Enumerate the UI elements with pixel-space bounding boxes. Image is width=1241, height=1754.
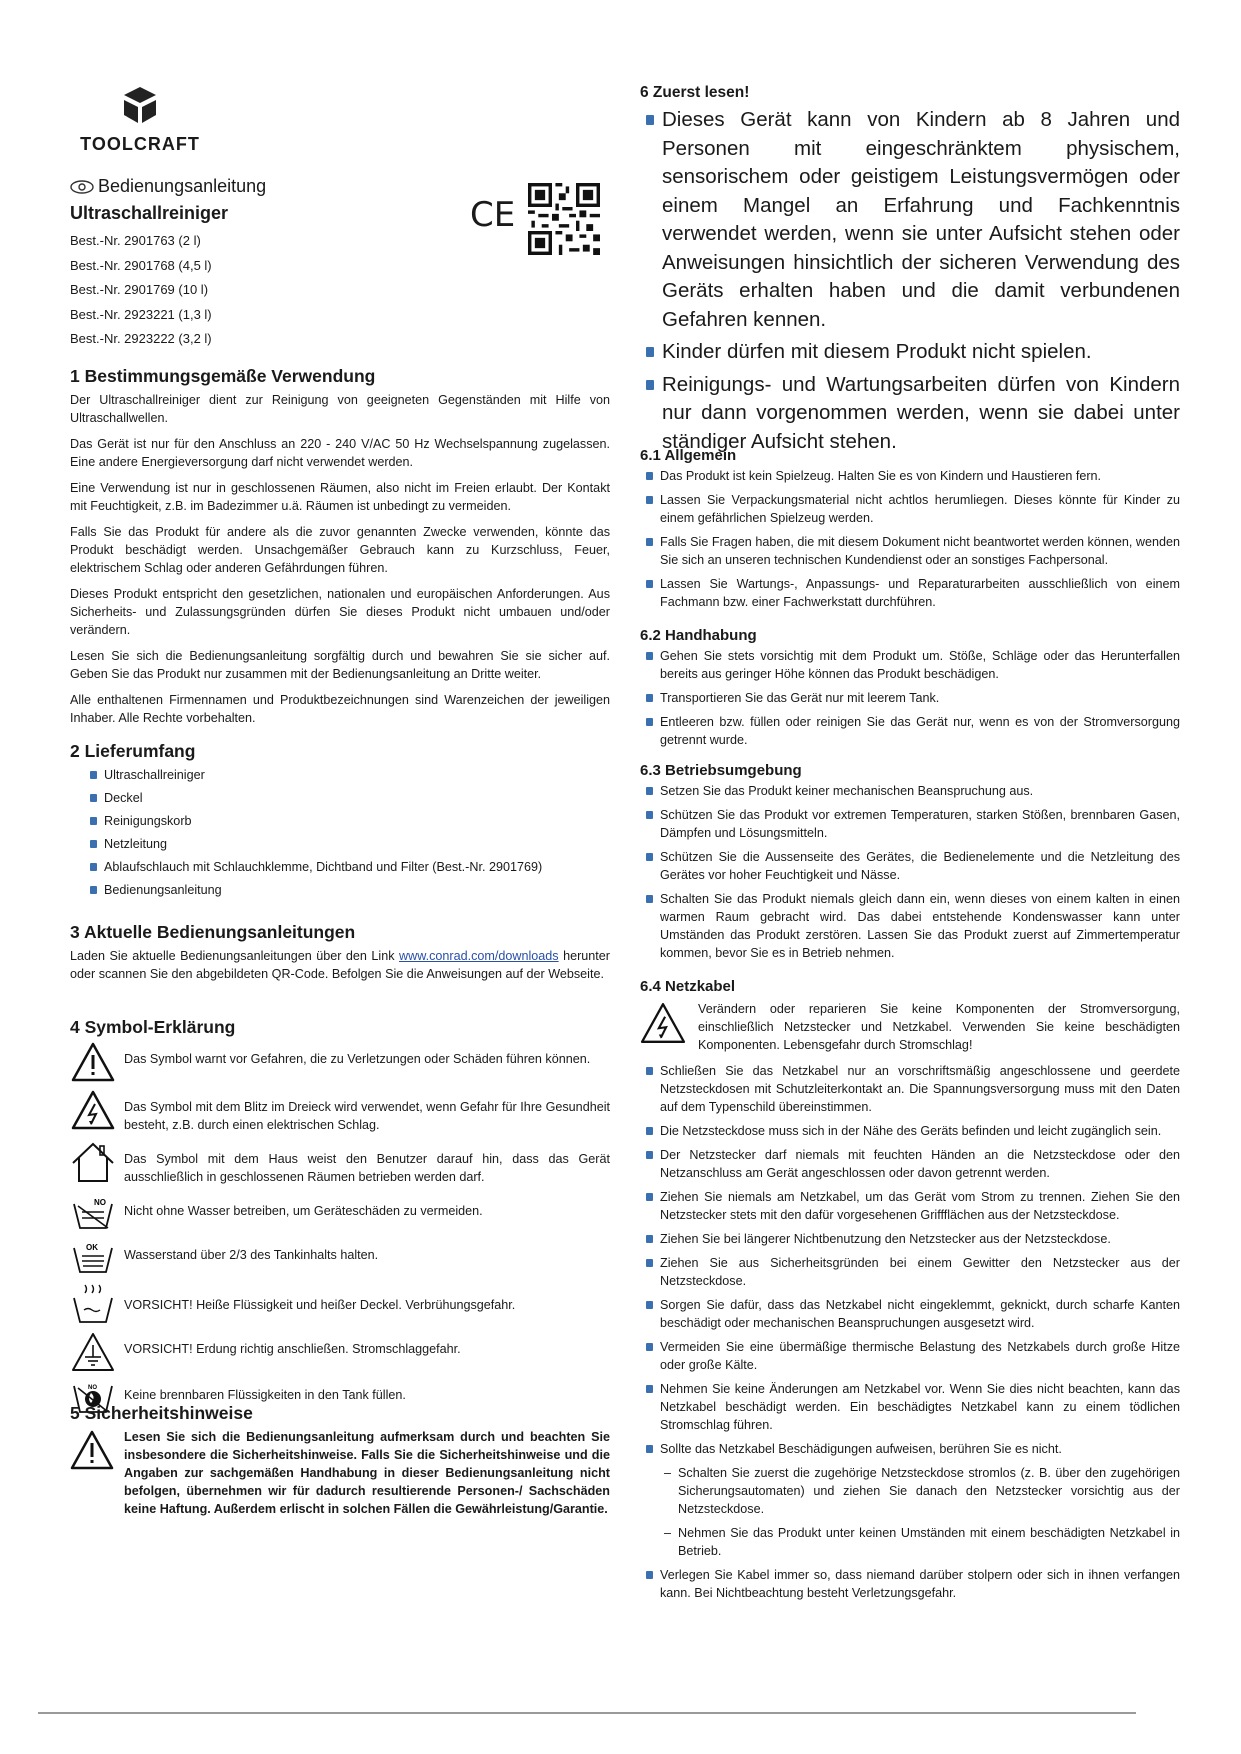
symbol-row — [70, 1194, 610, 1234]
list-item: Ziehen Sie bei längerer Nichtbenutzung den Netzstecker aus der Netzsteckdose. — [640, 1230, 1180, 1248]
symbol-description: VORSICHT! Erdung richtig anschließen. Stromschlaggefahr. — [124, 1342, 461, 1356]
paragraph: Dieses Produkt entspricht den gesetzlichen, nationalen und europäischen Anforderungen. Aus Sicherheits- und Zulassungsgründen dürfen Sie dieses Produkt nicht umbauen und/oder verändern. — [70, 587, 610, 637]
sub-item: – Nehmen Sie das Produkt unter keinen Umständen mit einem beschädigten Netzkabel in Betrieb. — [640, 1524, 1180, 1560]
order-number: Best.-Nr. 2923221 (1,3 l) — [70, 306, 212, 322]
section-5 — [70, 1403, 610, 1518]
section-title: 3 Aktuelle Bedienungsanleitungen — [70, 922, 356, 942]
list-item: Gehen Sie stets vorsichtig mit dem Produkt um. Stöße, Schläge oder das Herunterfallen bereits aus geringer Höhe können das Produkt beschädigen. — [640, 647, 1180, 683]
footer-divider — [38, 1712, 1136, 1714]
list-item: Schützen Sie das Produkt vor extremen Temperaturen, starken Stößen, brennbaren Gasen, Dämpfen und Lösungsmitteln. — [640, 806, 1180, 842]
symbol-row — [70, 1090, 610, 1134]
section-title: 5 Sicherheitshinweise — [70, 1403, 253, 1423]
list-item: Setzen Sie das Produkt keiner mechanischen Beanspruchung aus. — [640, 782, 1180, 800]
section-title: 6.2 Handhabung — [640, 627, 757, 644]
symbol-description: Das Symbol mit dem Blitz im Dreieck wird verwendet, wenn Gefahr für Ihre Gesundheit besteht, z.B. durch einen elektrischen Schlag. — [124, 1100, 610, 1132]
section-title: 4 Symbol-Erklärung — [70, 1017, 236, 1037]
section-title: 6.3 Betriebsumgebung — [640, 762, 802, 779]
section-title: 6.4 Netzkabel — [640, 978, 736, 995]
paragraph — [70, 947, 610, 983]
symbol-description: Nicht ohne Wasser betreiben, um Geräteschäden zu vermeiden. — [124, 1204, 483, 1218]
power-cable-list-end — [640, 1566, 1180, 1602]
read-first-list — [640, 106, 1180, 456]
order-number: Best.-Nr. 2923222 (3,2 l) — [70, 331, 212, 346]
order-number: Best.-Nr. 2901769 (10 l) — [70, 282, 209, 297]
list-item: Die Netzsteckdose muss sich in der Nähe des Geräts befinden und leicht zugänglich sein. — [640, 1122, 1180, 1140]
warning-triangle-icon — [70, 1428, 114, 1518]
product-title: Ultraschallreiniger — [70, 203, 229, 223]
list-item: Sorgen Sie dafür, dass das Netzkabel nicht eingeklemmt, geknickt, durch scharfe Kanten beschädigt oder mechanischen Beanspruchungen ausgesetzt wird. — [640, 1296, 1180, 1332]
brand-name: TOOLCRAFT — [80, 134, 200, 154]
list-item: Lassen Sie Verpackungsmaterial nicht achtlos herumliegen. Dieses könnte für Kinder zu einem gefährlichen Spielzeug werden. — [640, 491, 1180, 527]
paragraph: Eine Verwendung ist nur in geschlossenen Räumen, also nicht im Freien erlaubt. Der Kontakt mit Feuchtigkeit, z.B. im Badezimmer u.ä. Räumen ist unbedingt zu vermeiden. — [70, 481, 610, 513]
list-item: Ziehen Sie aus Sicherheitsgründen bei einem Gewitter den Netzstecker aus der Netzsteckdose. — [640, 1254, 1180, 1290]
list-item: Schützen Sie die Aussenseite des Gerätes, die Bedienelemente und die Netzleitung des Gerätes vor hoher Feuchtigkeit und Nässe. — [640, 848, 1180, 884]
order-number: Best.-Nr. 2901763 (2 l) — [70, 233, 201, 248]
section-2 — [70, 741, 610, 904]
text-span: Laden Sie aktuelle Bedienungsanleitungen über den Link — [70, 949, 399, 963]
symbol-row — [70, 1282, 610, 1326]
section-1 — [70, 366, 610, 735]
symbol-description: Keine brennbaren Flüssigkeiten in den Tank füllen. — [124, 1388, 406, 1402]
list-item: Dieses Gerät kann von Kindern ab 8 Jahren und Personen mit eingeschränktem physischem, sensorischem oder geistigem Leistungsvermögen oder einem Mangel an Erfahrung und Fachkenntnis verwendet werden, wenn sie unter Aufsicht stehen oder Anweisungen hinsichtlich der sicheren Verwendung des Geräts erhalten haben und die damit verbundenen Gefahren kennen. — [640, 106, 1180, 334]
toolcraft-logo — [70, 85, 210, 155]
hot-liquid-icon — [70, 1282, 116, 1326]
eye-icon — [70, 180, 94, 194]
list-item: Ablaufschlauch mit Schlauchklemme, Dichtband und Filter (Best.-Nr. 2901769) — [84, 858, 610, 876]
section-6 — [640, 84, 1180, 460]
icon-badge: NO — [88, 1385, 97, 1391]
icon-badge: OK — [86, 1243, 98, 1252]
ground-triangle-icon — [70, 1332, 116, 1372]
paragraph: Falls Sie das Produkt für andere als die zuvor genannten Zwecke verwenden, könnte das Produkt beschädigt werden. Unsachgemäßer Gebrauch kann zu Kurzschluss, Feuer, elektrischem Schlag oder anderen Gefährdungen führen. — [70, 525, 610, 575]
list-item: Ultraschallreiniger — [84, 766, 610, 784]
manual-label-row — [70, 176, 266, 197]
section-title: 6.1 Allgemein — [640, 447, 737, 464]
section-3 — [70, 922, 610, 991]
sub-item: – Schalten Sie zuerst die zugehörige Netzsteckdose stromlos (z. B. über den zugehörigen Sicherungsautomaten) und ziehen Sie danach den Netzstecker vorsichtig aus der Netzsteckdose. — [640, 1464, 1180, 1518]
symbol-description: Das Symbol mit dem Haus weist den Benutzer darauf hin, dass das Gerät ausschließlich in geschlossenen Räumen betrieben werden darf. — [124, 1152, 610, 1184]
list-item: Schließen Sie das Netzkabel nur an vorschriftsmäßig angeschlossene und geerdete Netzsteckdosen mit Schutzleiterkontakt an. Die Spannungsversorgung muss mit den Daten auf dem Typenschild übereinstimmen. — [640, 1062, 1180, 1116]
warning-triangle-icon — [70, 1042, 116, 1082]
list-item: Kinder dürfen mit diesem Produkt nicht spielen. — [640, 338, 1180, 367]
lightning-triangle-icon — [640, 998, 686, 1054]
environment-list — [640, 782, 1180, 962]
section-6-2 — [640, 627, 1180, 755]
paragraph: Das Gerät ist nur für den Anschluss an 220 - 240 V/AC 50 Hz Wechselspannung zugelassen. Eine andere Energieversorgung darf nicht verwendet werden. — [70, 437, 610, 469]
manual-label: Bedienungsanleitung — [98, 176, 267, 196]
list-item: Netzleitung — [84, 835, 610, 853]
symbol-description: VORSICHT! Heiße Flüssigkeit und heißer Deckel. Verbrühungsgefahr. — [124, 1298, 516, 1312]
text-span: herunter oder scannen Sie den abgebildeten QR-Code. Befolgen Sie die Anweisungen auf der Webseite. — [70, 949, 611, 981]
power-warning-block — [640, 998, 1180, 1054]
paragraph: Der Ultraschallreiniger dient zur Reinigung von geeigneten Gegenständen mit Hilfe von Ultraschallwellen. — [70, 393, 610, 425]
lightning-triangle-icon — [70, 1090, 116, 1130]
list-item: Reinigungskorb — [84, 812, 610, 830]
list-item: Schalten Sie das Produkt niemals gleich dann ein, wenn dieses von einem kalten in einen warmen Raum gebracht wird. Das dabei entstehende Kondenswasser kann unter Umständen das Produkt zerstören. Lassen Sie das Produkt zuerst auf Zimmertemperatur kommen, bevor Sie es in Betrieb nehmen. — [640, 890, 1180, 962]
qr-code-icon[interactable] — [528, 183, 600, 255]
list-item: Ziehen Sie niemals am Netzkabel, um das Gerät vom Strom zu trennen. Ziehen Sie den Netzstecker stets mit den dafür vorgesehenen Griffflächen aus der Netzsteckdose. — [640, 1188, 1180, 1224]
paragraph: Alle enthaltenen Firmennamen und Produktbezeichnungen sind Warenzeichen der jeweiligen Inhaber. Alle Rechte vorbehalten. — [70, 693, 610, 725]
symbol-row — [70, 1142, 610, 1186]
safety-warning-text: Lesen Sie sich die Bedienungsanleitung aufmerksam durch und beachten Sie insbesondere die Sicherheitshinweise. Falls Sie die Sicherheitshinweise und die Angaben zur sachgemäßen Handhabung in dieser Bedienungsanleitung nicht befolgen, übernehmen wir für dadurch resultierende Personen-/ Sachschäden keine Haftung. Außerdem erlischt in solchen Fällen die Gewährleistung/Garantie. — [124, 1430, 610, 1516]
section-6-3 — [640, 762, 1180, 968]
order-number-list — [70, 229, 212, 352]
downloads-link[interactable]: www.conrad.com/downloads — [399, 949, 559, 963]
tank-ok-icon — [70, 1238, 116, 1278]
power-warning-text: Verändern oder reparieren Sie keine Komponenten der Stromversorgung, einschließlich Netzstecker und Netzkabel. Verwenden Sie keine beschädigten Komponenten. Lebensgefahr durch Stromschlag! — [698, 1002, 1180, 1052]
section-title: 6 Zuerst lesen! — [640, 84, 750, 101]
symbol-row — [70, 1042, 610, 1082]
icon-badge: NO — [94, 1198, 106, 1207]
list-item: Falls Sie Fragen haben, die mit diesem Dokument nicht beantwortet werden können, wenden Sie sich an unseren technischen Kundendienst oder an sonstiges Fachpersonal. — [640, 533, 1180, 569]
section-title: 1 Bestimmungsgemäße Verwendung — [70, 366, 376, 386]
paragraph: Lesen Sie sich die Bedienungsanleitung sorgfältig durch und bewahren Sie sie sicher auf. Geben Sie das Produkt nur zusammen mit der Bedienungsanleitung an Dritte weiter. — [70, 649, 610, 681]
symbol-description: Das Symbol warnt vor Gefahren, die zu Verletzungen oder Schäden führen können. — [124, 1052, 591, 1066]
symbol-description: Wasserstand über 2/3 des Tankinhalts halten. — [124, 1248, 379, 1262]
list-item: Sollte das Netzkabel Beschädigungen aufweisen, berühren Sie es nicht. — [640, 1440, 1180, 1458]
section-title: 2 Lieferumfang — [70, 741, 196, 761]
list-item: Das Produkt ist kein Spielzeug. Halten Sie es von Kindern und Haustieren fern. — [640, 467, 1180, 485]
symbol-row — [70, 1332, 610, 1372]
order-number: Best.-Nr. 2901768 (4,5 l) — [70, 257, 212, 273]
section-4 — [70, 1017, 610, 1426]
list-item: Entleeren bzw. füllen oder reinigen Sie das Gerät nur, wenn es von der Stromversorgung getrennt wurde. — [640, 713, 1180, 749]
list-item: Vermeiden Sie eine übermäßige thermische Belastung des Netzkabels durch große Hitze oder große Kälte. — [640, 1338, 1180, 1374]
list-item: Deckel — [84, 789, 610, 807]
symbol-row — [70, 1238, 610, 1278]
tank-no-water-icon — [70, 1194, 116, 1234]
general-list — [640, 467, 1180, 611]
toolcraft-logo-icon — [120, 85, 160, 125]
section-6-4 — [640, 978, 1180, 1608]
ce-mark: CE — [470, 195, 516, 235]
safety-warning-block — [70, 1428, 610, 1518]
list-item: Transportieren Sie das Gerät nur mit leerem Tank. — [640, 689, 1180, 707]
delivery-list — [70, 766, 610, 899]
power-cable-list — [640, 1062, 1180, 1458]
handling-list — [640, 647, 1180, 749]
list-item: Verlegen Sie Kabel immer so, dass niemand darüber stolpern oder sich in ihnen verfangen kann. Bei Nichtbeachtung besteht Verletzungsgefahr. — [640, 1566, 1180, 1602]
house-icon — [70, 1142, 116, 1182]
list-item: Reinigungs- und Wartungsarbeiten dürfen von Kindern nur dann vorgenommen werden, wenn sie dabei unter ständiger Aufsicht stehen. — [640, 371, 1180, 457]
list-item: Nehmen Sie keine Änderungen am Netzkabel vor. Wenn Sie dies nicht beachten, kann das Netzkabel beschädigt werden. Ein beschädigtes Netzkabel kann zu einem tödlichen Stromschlag führen. — [640, 1380, 1180, 1434]
section-6-1 — [640, 447, 1180, 617]
list-item: Lassen Sie Wartungs-, Anpassungs- und Reparaturarbeiten ausschließlich von einem Fachmann bzw. einer Fachwerkstatt durchführen. — [640, 575, 1180, 611]
list-item: Bedienungsanleitung — [84, 881, 610, 899]
list-item: Der Netzstecker darf niemals mit feuchten Händen an die Netzsteckdose oder den Netzanschluss am Gerät angeschlossen oder davon getrennt werden. — [640, 1146, 1180, 1182]
